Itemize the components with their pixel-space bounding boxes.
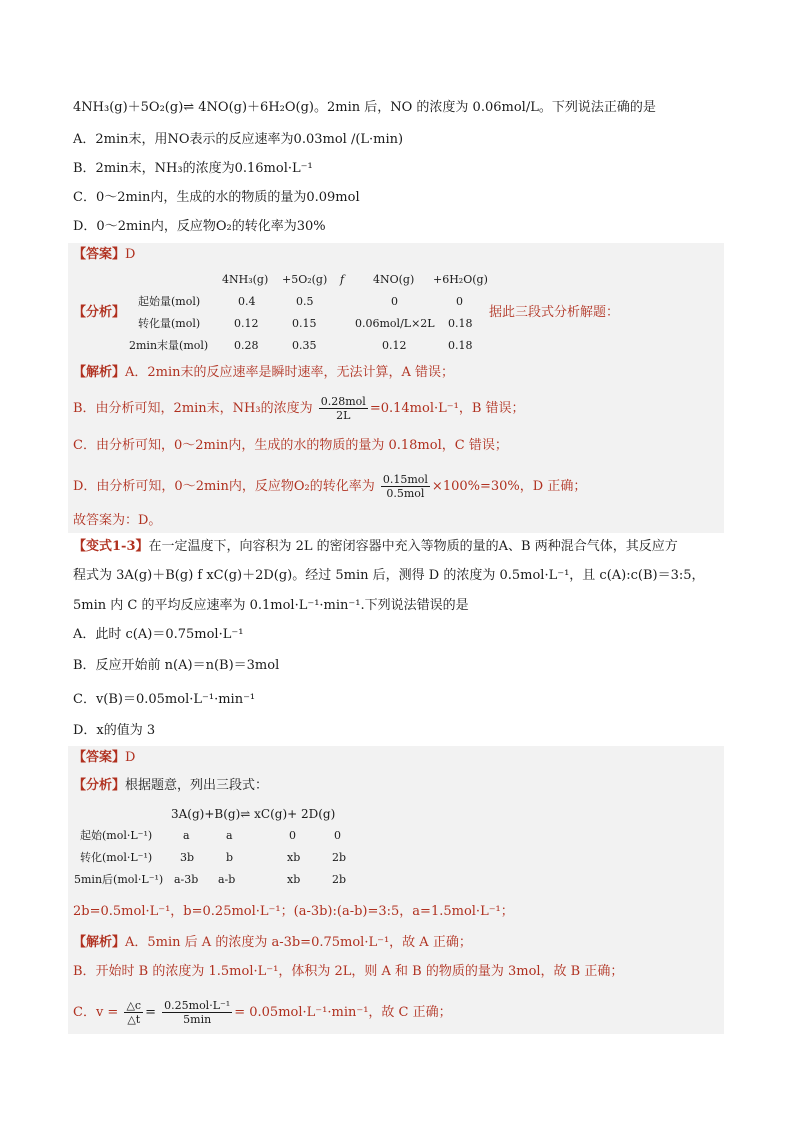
table-cell: 0.12 [382, 339, 407, 352]
table-cell: 0.15 [292, 317, 317, 330]
table-cell: a [226, 829, 233, 842]
analysis-label: 【分析】 [73, 778, 126, 793]
fraction-denominator: 5min [183, 1013, 212, 1026]
q2-analysis [73, 777, 268, 795]
table-cell: a-3b [174, 873, 199, 886]
table-cell: 3b [180, 851, 195, 864]
fraction [124, 999, 143, 1026]
answer-label: 【答案】 [73, 750, 126, 765]
table-row-label: 5min后(mol·L⁻¹) [74, 873, 164, 886]
table-row-label: 起始(mol·L⁻¹) [80, 829, 153, 842]
table-cell: 2b [332, 851, 347, 864]
analysis-label: 【分析】 [73, 305, 126, 320]
table-cell: 0 [391, 295, 398, 308]
explain-label: 【解析】 [73, 365, 126, 380]
q1-option-d: D．0～2min内，反应物O₂的转化率为30% [73, 219, 326, 234]
table-cell: 0 [456, 295, 463, 308]
table-cell: a-b [218, 873, 236, 886]
analysis-text: 根据题意，列出三段式： [125, 778, 269, 793]
fraction-denominator: 0.5mol [386, 487, 425, 500]
q2-explain-a [73, 934, 472, 952]
table-cell: a [183, 829, 190, 842]
fraction-numerator: △c [126, 999, 142, 1012]
table-cell: 0 [334, 829, 341, 842]
fraction [319, 395, 368, 422]
answer-value: D [125, 247, 136, 262]
table-cell: 2b [332, 873, 347, 886]
table-cell: 0.28 [234, 339, 259, 352]
explain-label: 【解析】 [73, 935, 126, 950]
q1-explain-d [73, 473, 586, 500]
table-cell: 0.12 [234, 317, 259, 330]
q2-option-d: D．x的值为 3 [73, 723, 156, 738]
stem-text: 在一定温度下，向容积为 2L 的密闭容器中充入等物质的量的A、B 两种混合气体，其反应方 [148, 539, 678, 554]
equation: 3A(g)+B(g)⇌ xC(g)+ 2D(g) [171, 807, 336, 821]
explain-text: D．由分析可知，0～2min内，反应物O₂的转化率为 [73, 479, 375, 494]
table-cell: xb [287, 873, 301, 886]
q1-explain-c: C．由分析可知，0～2min内，生成的水的物质的量为 0.18mol，C 错误； [73, 438, 508, 453]
q2-three-step-table [0, 806, 794, 886]
equals-sign: = [145, 1005, 156, 1020]
table-cell: b [226, 851, 234, 864]
table-header-cell: 4NH₃(g) [222, 273, 269, 286]
answer-label: 【答案】 [73, 247, 126, 262]
explain-text: ×100%=30%，D 正确； [431, 479, 587, 494]
q2-stem-line-3: 5min 内 C 的平均反应速率为 0.1mol·L⁻¹·min⁻¹.下列说法错误的是 [73, 598, 469, 613]
table-cell: 0 [289, 829, 296, 842]
q1-explain-b [73, 395, 525, 422]
q2-explain-b: B．开始时 B 的浓度为 1.5mol·L⁻¹，体积为 2L，则 A 和 B 的物质的量为 3mol，故 B 正确； [73, 964, 624, 979]
q1-option-b: B．2min末，NH₃的浓度为0.16mol·L⁻¹ [73, 161, 313, 176]
table-row-label: 起始量(mol) [138, 295, 201, 308]
q1-three-step-table [0, 272, 794, 352]
q2-option-b: B．反应开始前 n(A)＝n(B)＝3mol [73, 658, 280, 673]
table-cell: 0.06mol/L×2L [355, 317, 435, 330]
table-header-cell: +5O₂(g) [282, 273, 328, 286]
table-cell: 0.5 [296, 295, 314, 308]
table-header-cell: 4NO(g) [373, 273, 415, 286]
fraction-numerator: 0.15mol [382, 473, 428, 486]
q2-stem-line-2: 程式为 3A(g)＋B(g) f xC(g)＋2D(g)。经过 5min 后，测得 D 的浓度为 0.5mol·L⁻¹，且 c(A):c(B)＝3:5， [73, 568, 705, 583]
fraction [162, 999, 232, 1026]
q2-explain-c [73, 999, 452, 1026]
q1-conclusion: 故答案为：D。 [73, 513, 162, 528]
fraction-numerator: 0.25mol·L⁻¹ [164, 999, 231, 1012]
fraction-denominator: 2L [336, 409, 351, 422]
table-cell: xb [287, 851, 301, 864]
q1-explain-a [73, 364, 454, 382]
explain-text: A．5min 后 A 的浓度为 a-3b=0.75mol·L⁻¹，故 A 正确； [125, 935, 472, 950]
fraction [381, 473, 430, 500]
table-row-label: 转化量(mol) [138, 317, 201, 330]
answer-value: D [125, 750, 136, 765]
explain-text: = 0.05mol·L⁻¹·min⁻¹，故 C 正确； [234, 1005, 452, 1020]
q1-analysis-note: 据此三段式分析解题： [489, 305, 620, 320]
q1-stem: 4NH₃(g)＋5O₂(g)⇌ 4NO(g)＋6H₂O(g)。2min 后，NO 的浓度为 0.06mol/L。下列说法正确的是 [73, 100, 656, 115]
q2-stem-line-1 [73, 538, 678, 556]
q2-option-a: A．此时 c(A)＝0.75mol·L⁻¹ [73, 627, 244, 642]
variant-tag: 【变式1-3】 [73, 539, 149, 554]
q2-answer [73, 749, 135, 767]
q1-answer [73, 246, 135, 264]
table-cell: 0.18 [448, 317, 473, 330]
fraction-numerator: 0.28mol [320, 395, 366, 408]
q1-option-c: C．0～2min内，生成的水的物质的量为0.09mol [73, 190, 360, 205]
table-row-label: 转化(mol·L⁻¹) [80, 851, 153, 864]
explain-text: =0.14mol·L⁻¹，B 错误； [369, 401, 525, 416]
q2-solve-line: 2b=0.5mol·L⁻¹，b=0.25mol·L⁻¹；(a-3b):(a-b)=3:5，a=1.5mol·L⁻¹； [73, 904, 514, 919]
table-cell: 0.35 [292, 339, 317, 352]
explain-text: C．v = [73, 1005, 119, 1020]
table-cell: 0.4 [238, 295, 256, 308]
explain-text: B．由分析可知，2min末，NH₃的浓度为 [73, 401, 313, 416]
table-row-label: 2min末量(mol) [129, 339, 209, 352]
table-header-cell: f [340, 273, 345, 286]
q1-option-a: A．2min末，用NO表示的反应速率为0.03mol /(L·min) [73, 132, 404, 147]
fraction-denominator: △t [127, 1013, 141, 1026]
table-cell: 0.18 [448, 339, 473, 352]
explain-text: A．2min末的反应速率是瞬时速率，无法计算，A 错误； [125, 365, 455, 380]
q2-option-c: C．v(B)＝0.05mol·L⁻¹·min⁻¹ [73, 692, 256, 707]
table-header-cell: +6H₂O(g) [433, 273, 488, 286]
